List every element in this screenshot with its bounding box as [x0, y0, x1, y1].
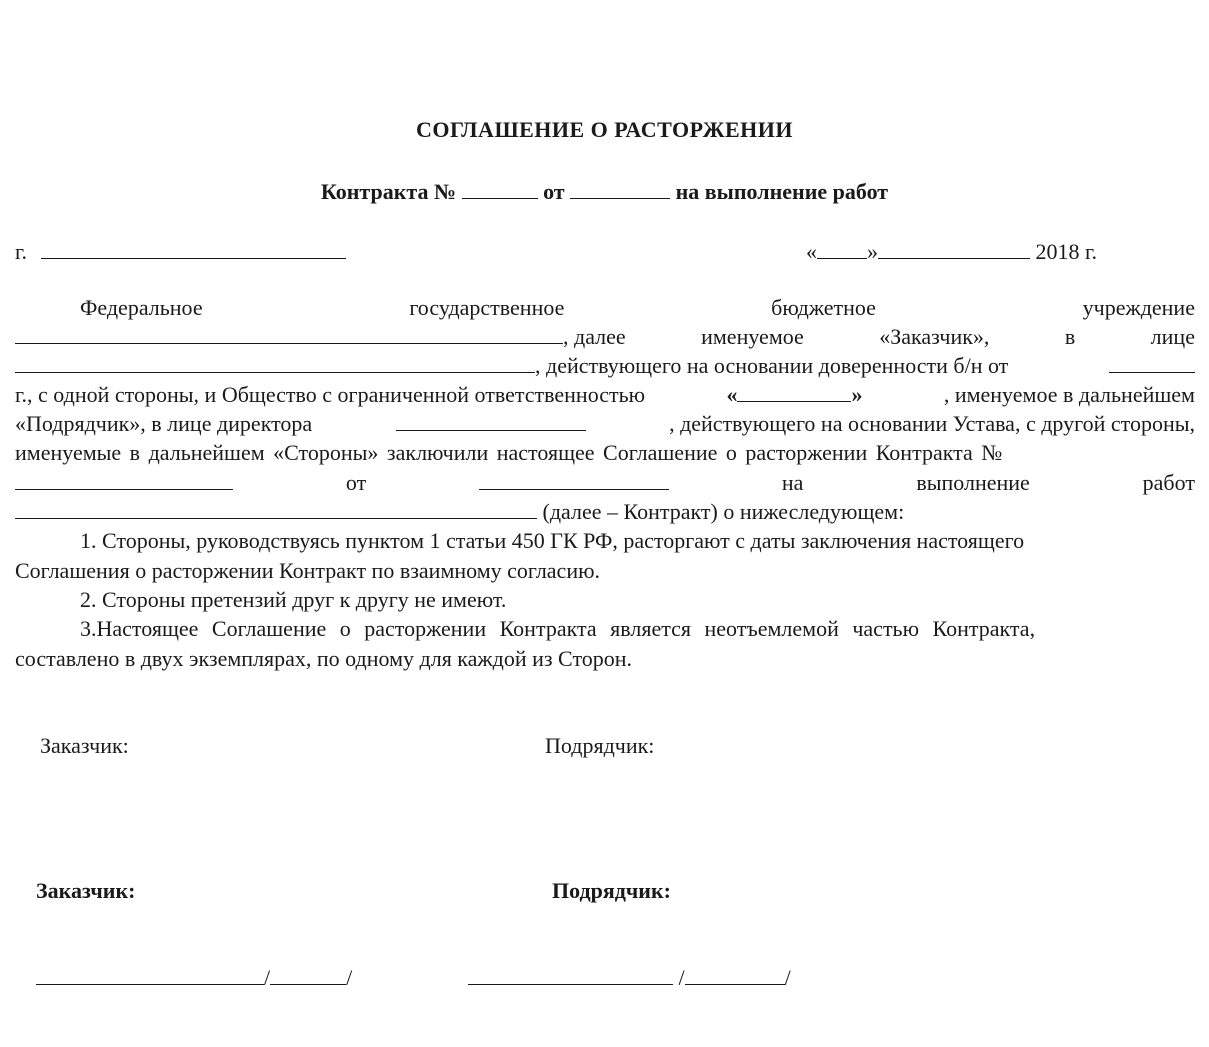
contractor-signature-blank[interactable]	[468, 966, 673, 985]
customer-signature-line	[36, 966, 352, 989]
customer-initials-blank[interactable]	[270, 966, 346, 985]
body-text: «Подрядчик», в лице директора	[15, 411, 313, 436]
body-line-1	[80, 296, 1195, 320]
contract-date-blank[interactable]	[570, 180, 670, 199]
contractor-label: Подрядчик:	[545, 733, 655, 758]
body-word: работ	[1142, 470, 1195, 495]
customer-signature-blank[interactable]	[36, 966, 264, 985]
body-text: , именуемое в дальнейшем	[943, 382, 1195, 407]
body-text: , действующего на основании Устава, с другой стороны,	[669, 411, 1195, 436]
subtitle-contract-label: Контракта №	[320, 179, 457, 204]
company-quote-close: »	[851, 382, 863, 407]
body-line-6	[15, 441, 1195, 465]
subtitle-works-label: на выполнение работ	[675, 179, 889, 204]
body-text: г., с одной стороны, и Общество с ограниченной ответственностью	[15, 382, 646, 407]
company-quote-open: «	[726, 382, 738, 407]
body-word: лице	[1150, 324, 1195, 349]
customer-label: Заказчик:	[40, 733, 129, 758]
body-line-3	[15, 354, 1195, 378]
document-subtitle	[0, 180, 1209, 203]
director-name-blank[interactable]	[396, 412, 586, 431]
date-line	[806, 240, 1097, 263]
body-word: бюджетное	[771, 295, 876, 320]
contract-number-blank-2[interactable]	[15, 471, 233, 490]
contractor-signature-line	[468, 966, 791, 989]
representative-blank[interactable]	[15, 354, 535, 373]
contract-date-blank-2[interactable]	[479, 471, 669, 490]
clause-1-line-2: Соглашения о расторжении Контракт по взаимному согласию.	[15, 558, 601, 583]
contract-number-blank[interactable]	[462, 180, 538, 199]
body-word: выполнение	[916, 470, 1030, 495]
date-day-blank[interactable]	[817, 240, 867, 259]
clause-1-line-1: 1. Стороны, руководствуясь пунктом 1 статьи 450 ГК РФ, расторгают с даты заключения настоящего	[80, 528, 1025, 553]
clause-2: 2. Стороны претензий друг к другу не имеют.	[80, 587, 507, 612]
city-blank[interactable]	[41, 240, 346, 259]
body-word: на	[781, 470, 804, 495]
body-text: , далее	[563, 324, 626, 349]
body-word: «Заказчик»,	[879, 324, 990, 349]
slash: /	[678, 965, 685, 990]
contractor-label-bold: Подрядчик:	[552, 878, 671, 903]
date-quote-close: »	[867, 239, 878, 264]
slash: /	[346, 965, 353, 990]
clause-3-line-2: составлено в двух экземплярах, по одному для каждой из Сторон.	[15, 646, 633, 671]
body-line-2	[15, 325, 1195, 349]
body-line-8	[15, 500, 904, 523]
customer-label-bold: Заказчик:	[36, 878, 136, 903]
body-line-5	[15, 412, 1195, 436]
date-month-blank[interactable]	[878, 240, 1030, 259]
body-word: Федеральное	[80, 295, 203, 320]
works-description-blank[interactable]	[15, 500, 537, 519]
body-word: от	[345, 470, 367, 495]
city-prefix: г.	[15, 239, 28, 264]
subtitle-from-label: от	[543, 179, 565, 204]
body-text: именуемые в дальнейшем «Стороны» заключили настоящее Соглашение о расторжении Контракта №	[15, 440, 1003, 465]
body-word: государственное	[409, 295, 565, 320]
company-name-blank[interactable]	[737, 383, 851, 402]
slash: /	[264, 965, 271, 990]
body-line-4	[15, 383, 1195, 407]
body-word: именуемое	[701, 324, 804, 349]
document-title: СОГЛАШЕНИЕ О РАСТОРЖЕНИИ	[415, 117, 794, 142]
city-line	[15, 240, 346, 263]
date-quote-open: «	[806, 239, 817, 264]
slash: /	[784, 965, 791, 990]
power-of-attorney-date-blank[interactable]	[1109, 354, 1195, 373]
body-line-7	[15, 471, 1195, 495]
body-text: 3.Настоящее Соглашение о расторжении Контракта является неотъемлемой частью Контракта,	[80, 616, 1036, 641]
date-year: 2018 г.	[1035, 239, 1098, 264]
body-text: , действующего на основании доверенности б/н от	[535, 353, 1009, 378]
body-word: в	[1064, 324, 1076, 349]
clause-3-line-1	[80, 617, 1195, 641]
contractor-initials-blank[interactable]	[685, 966, 785, 985]
body-text: (далее – Контракт) о нижеследующем:	[542, 499, 905, 524]
body-word: учреждение	[1082, 295, 1195, 320]
institution-name-blank[interactable]	[15, 325, 563, 344]
